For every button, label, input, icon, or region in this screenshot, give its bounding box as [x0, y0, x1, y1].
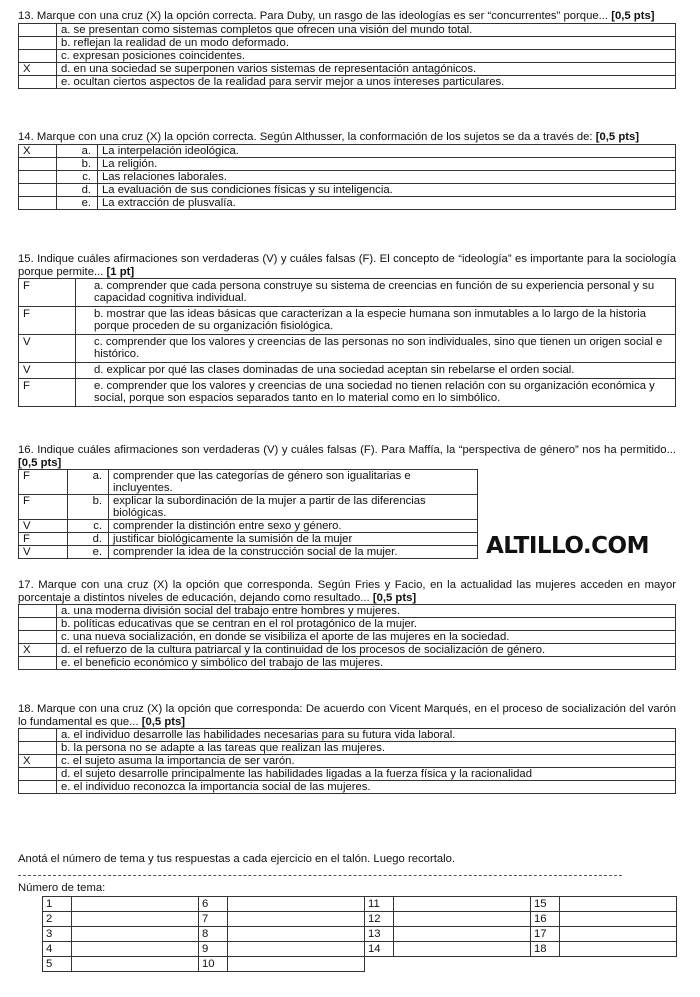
option-row [19, 379, 676, 407]
option-row [19, 75, 676, 88]
question-14-points: [0,5 pts] [595, 131, 640, 143]
answer-cell[interactable] [19, 729, 57, 742]
answer-cell[interactable] [19, 196, 57, 209]
question-15-points: [1 pt] [106, 265, 135, 278]
answer-cell[interactable]: X [19, 755, 57, 768]
answer-cell[interactable]: F [19, 495, 68, 520]
question-16-options [18, 469, 478, 559]
talon-number: 7 [199, 912, 228, 927]
option-text: Las relaciones laborales. [98, 170, 676, 183]
answer-cell[interactable] [19, 36, 57, 49]
talon-row [43, 957, 677, 972]
option-row [19, 755, 676, 768]
option-text: b. la persona no se adapte a las tareas que realizan las mujeres. [57, 742, 676, 755]
option-text: d. en una sociedad se superponen varios sistemas de representación antagónicos. [57, 62, 676, 75]
tema-label: Número de tema: [18, 882, 106, 894]
option-letter: d. [57, 183, 98, 196]
question-15-options [18, 278, 676, 407]
question-18-options [18, 728, 676, 794]
talon-answer-cell[interactable] [560, 957, 677, 972]
option-text: La evaluación de sus condiciones físicas y su inteligencia. [98, 183, 676, 196]
option-text: b. mostrar que las ideas básicas que caracterizan a la especie humana son inmutables a lo largo de la historia porque proceden de su organización fisiológica. [76, 307, 676, 335]
option-row [19, 495, 478, 520]
talon-answer-cell[interactable] [560, 897, 677, 912]
talon-number: 5 [43, 957, 72, 972]
option-text: e. el beneficio económico y simbólico del trabajo de las mujeres. [57, 657, 676, 670]
option-text: La religión. [98, 157, 676, 170]
option-letter: e. [57, 196, 98, 209]
answer-cell[interactable]: V [19, 335, 76, 363]
answer-cell[interactable] [19, 768, 57, 781]
answer-cell[interactable] [19, 742, 57, 755]
question-18-text [18, 703, 676, 728]
talon-answer-cell[interactable] [72, 897, 199, 912]
option-row [19, 768, 676, 781]
question-14 [18, 131, 676, 210]
option-row [19, 470, 478, 495]
talon-answer-cell[interactable] [228, 957, 365, 972]
talon-number: 6 [199, 897, 228, 912]
option-row [19, 520, 478, 533]
answer-cell[interactable] [19, 49, 57, 62]
question-13-points: [0,5 pts] [611, 10, 655, 22]
option-letter: a. [57, 144, 98, 157]
cut-line [18, 875, 622, 876]
option-row [19, 36, 676, 49]
option-text: c. el sujeto asuma la importancia de ser varón. [57, 755, 676, 768]
talon-answer-cell[interactable] [394, 957, 531, 972]
talon-number: 3 [43, 927, 72, 942]
talon-row [43, 897, 677, 912]
option-row [19, 618, 676, 631]
option-text: d. explicar por qué las clases dominadas de una sociedad aceptan sin rebelarse el orden social. [76, 363, 676, 379]
talon-number: 15 [531, 897, 560, 912]
option-row [19, 363, 676, 379]
option-text: e. ocultan ciertos aspectos de la realidad para servir mejor a unos intereses particulares. [57, 75, 676, 88]
option-text: b. reflejan la realidad de un modo deformado. [57, 36, 676, 49]
option-letter: e. [68, 546, 109, 559]
option-row [19, 546, 478, 559]
option-text: e. el individuo reconozca la importancia social de las mujeres. [57, 781, 676, 794]
option-text: c. comprender que los valores y creencias de las personas no son individuales, sino que tienen un origen social e histórico. [76, 335, 676, 363]
answer-cell[interactable] [19, 605, 57, 618]
option-row [19, 533, 478, 546]
option-row [19, 170, 676, 183]
question-15-prompt: 15. Indique cuáles afirmaciones son verdaderas (V) y cuáles falsas (F). El concepto de “ideología” es importante para la sociología porque permite... [18, 253, 676, 278]
option-row [19, 657, 676, 670]
answer-cell[interactable]: X [19, 644, 57, 657]
question-17-points: [0,5 pts] [372, 591, 417, 604]
option-text: a. el individuo desarrolle las habilidades necesarias para su futura vida laboral. [57, 729, 676, 742]
option-row [19, 605, 676, 618]
talon-answer-cell[interactable] [72, 942, 199, 957]
answer-cell[interactable]: F [19, 307, 76, 335]
question-14-text [18, 131, 676, 144]
talon-answer-cell[interactable] [72, 927, 199, 942]
option-row [19, 644, 676, 657]
option-text: a. se presentan como sistemas completos que ofrecen una visión del mundo total. [57, 23, 676, 36]
option-row [19, 279, 676, 307]
option-row [19, 631, 676, 644]
question-13 [18, 10, 676, 89]
talon-number: 4 [43, 942, 72, 957]
option-row [19, 307, 676, 335]
talon-number: 10 [199, 957, 228, 972]
talon-number: 13 [365, 927, 394, 942]
answer-cell[interactable] [19, 631, 57, 644]
answer-cell[interactable]: F [19, 470, 68, 495]
talon-number: 9 [199, 942, 228, 957]
answer-cell[interactable]: V [19, 363, 76, 379]
talon-row [43, 942, 677, 957]
answer-cell[interactable] [19, 157, 57, 170]
talon-number: 11 [365, 897, 394, 912]
talon-answer-cell[interactable] [394, 942, 531, 957]
talon-answer-cell[interactable] [394, 927, 531, 942]
option-row [19, 62, 676, 75]
option-text: justificar biológicamente la sumisión de la mujer [109, 533, 478, 546]
talon-answer-cell[interactable] [228, 912, 365, 927]
answer-cell[interactable] [19, 183, 57, 196]
question-13-options [18, 23, 676, 89]
option-row [19, 49, 676, 62]
answer-cell[interactable]: X [19, 62, 57, 75]
answer-cell[interactable] [19, 170, 57, 183]
answer-cell[interactable] [19, 75, 57, 88]
option-text: e. comprender que los valores y creencias de una sociedad no tienen relación con su organización económica y social, porque son espacios separados tanto en lo material como en lo simbólico. [76, 379, 676, 407]
question-18-prompt: 18. Marque con una cruz (X) la opción que corresponda: De acuerdo con Vicent Marqués, en el proceso de socialización del varón lo fundamental es que... [18, 703, 676, 728]
talon-answer-cell[interactable] [394, 912, 531, 927]
answer-cell[interactable] [19, 657, 57, 670]
answer-cell[interactable]: F [19, 279, 76, 307]
answer-cell[interactable] [19, 23, 57, 36]
option-row [19, 729, 676, 742]
option-text: d. el refuerzo de la cultura patriarcal y la continuidad de los procesos de socialización de género. [57, 644, 676, 657]
talon-number: 14 [365, 942, 394, 957]
question-18-points: [0,5 pts] [141, 715, 186, 728]
talon-number: 8 [199, 927, 228, 942]
option-letter: b. [57, 157, 98, 170]
option-letter: c. [57, 170, 98, 183]
talon-number: 2 [43, 912, 72, 927]
question-15-text [18, 253, 676, 278]
option-text: a. comprender que cada persona construye su sistema de creencias en función de su experiencia personal y su capacidad cognitiva individual. [76, 279, 676, 307]
option-letter: c. [68, 520, 109, 533]
talon-answer-cell[interactable] [394, 897, 531, 912]
answer-talon-table [42, 896, 677, 972]
question-16-prompt: 16. Indique cuáles afirmaciones son verdaderas (V) y cuáles falsas (F). Para Maffía, la “perspectiva de género” nos ha permitido... [18, 444, 676, 456]
option-letter: d. [68, 533, 109, 546]
option-text: b. políticas educativas que se centran en el rol protagónico de la mujer. [57, 618, 676, 631]
option-row [19, 183, 676, 196]
question-13-text [18, 10, 676, 23]
talon-row [43, 912, 677, 927]
option-row [19, 144, 676, 157]
option-text: comprender la distinción entre sexo y género. [109, 520, 478, 533]
option-text: explicar la subordinación de la mujer a partir de las diferencias biológicas. [109, 495, 478, 520]
answer-cell[interactable]: V [19, 546, 68, 559]
talon-answer-cell[interactable] [560, 927, 677, 942]
question-14-prompt: 14. Marque con una cruz (X) la opción correcta. Según Althusser, la conformación de los sujetos se da a través de: [18, 131, 593, 143]
option-row [19, 157, 676, 170]
answer-cell[interactable]: V [19, 520, 68, 533]
talon-number: 16 [531, 912, 560, 927]
question-14-options [18, 144, 676, 210]
option-text: La extracción de plusvalía. [98, 196, 676, 209]
option-row [19, 742, 676, 755]
talon-answer-cell[interactable] [228, 927, 365, 942]
option-letter: a. [68, 470, 109, 495]
option-row [19, 781, 676, 794]
talon-answer-cell[interactable] [228, 942, 365, 957]
option-text: c. expresan posiciones coincidentes. [57, 49, 676, 62]
option-text: comprender la idea de la construcción social de la mujer. [109, 546, 478, 559]
option-text: La interpelación ideológica. [98, 144, 676, 157]
talon-row [43, 927, 677, 942]
option-text: comprender que las categorías de género son igualitarias e incluyentes. [109, 470, 478, 495]
talon-answer-cell[interactable] [560, 912, 677, 927]
talon-number [365, 957, 394, 972]
talon-answer-cell[interactable] [72, 912, 199, 927]
question-17 [18, 579, 676, 670]
option-text: a. una moderna división social del trabajo entre hombres y mujeres. [57, 605, 676, 618]
option-row [19, 335, 676, 363]
talon-number: 17 [531, 927, 560, 942]
talon-instructions: Anotá el número de tema y tus respuestas a cada ejercicio en el talón. Luego recortalo. [18, 853, 456, 865]
question-13-prompt: 13. Marque con una cruz (X) la opción correcta. Para Duby, un rasgo de las ideologías es ser “concurrentes” porque... [18, 10, 609, 22]
question-18 [18, 703, 676, 794]
question-17-text [18, 579, 676, 604]
question-17-prompt: 17. Marque con una cruz (X) la opción que corresponda. Según Fries y Facio, en la actualidad las mujeres acceden en mayor porcentaje a distintos niveles de educación, dejando como resultado... [18, 579, 676, 604]
talon-number: 1 [43, 897, 72, 912]
talon-number: 12 [365, 912, 394, 927]
question-17-options [18, 604, 676, 670]
question-16-points: [0,5 pts] [18, 456, 62, 469]
answer-cell[interactable] [19, 618, 57, 631]
answer-cell[interactable]: X [19, 144, 57, 157]
answer-cell[interactable]: F [19, 533, 68, 546]
question-15 [18, 253, 676, 407]
talon-answer-cell[interactable] [72, 957, 199, 972]
altillo-watermark: ALTILLO.COM [486, 533, 649, 559]
talon-answer-cell[interactable] [228, 897, 365, 912]
answer-cell[interactable]: F [19, 379, 76, 407]
option-text: d. el sujeto desarrolle principalmente las habilidades ligadas a la fuerza física y la racionalidad [57, 768, 676, 781]
answer-cell[interactable] [19, 781, 57, 794]
option-row [19, 196, 676, 209]
option-row [19, 23, 676, 36]
option-letter: b. [68, 495, 109, 520]
talon-number [531, 957, 560, 972]
question-16-text [18, 444, 676, 469]
talon-answer-cell[interactable] [560, 942, 677, 957]
talon-number: 18 [531, 942, 560, 957]
option-text: c. una nueva socialización, en donde se visibiliza el aporte de las mujeres en la sociedad. [57, 631, 676, 644]
